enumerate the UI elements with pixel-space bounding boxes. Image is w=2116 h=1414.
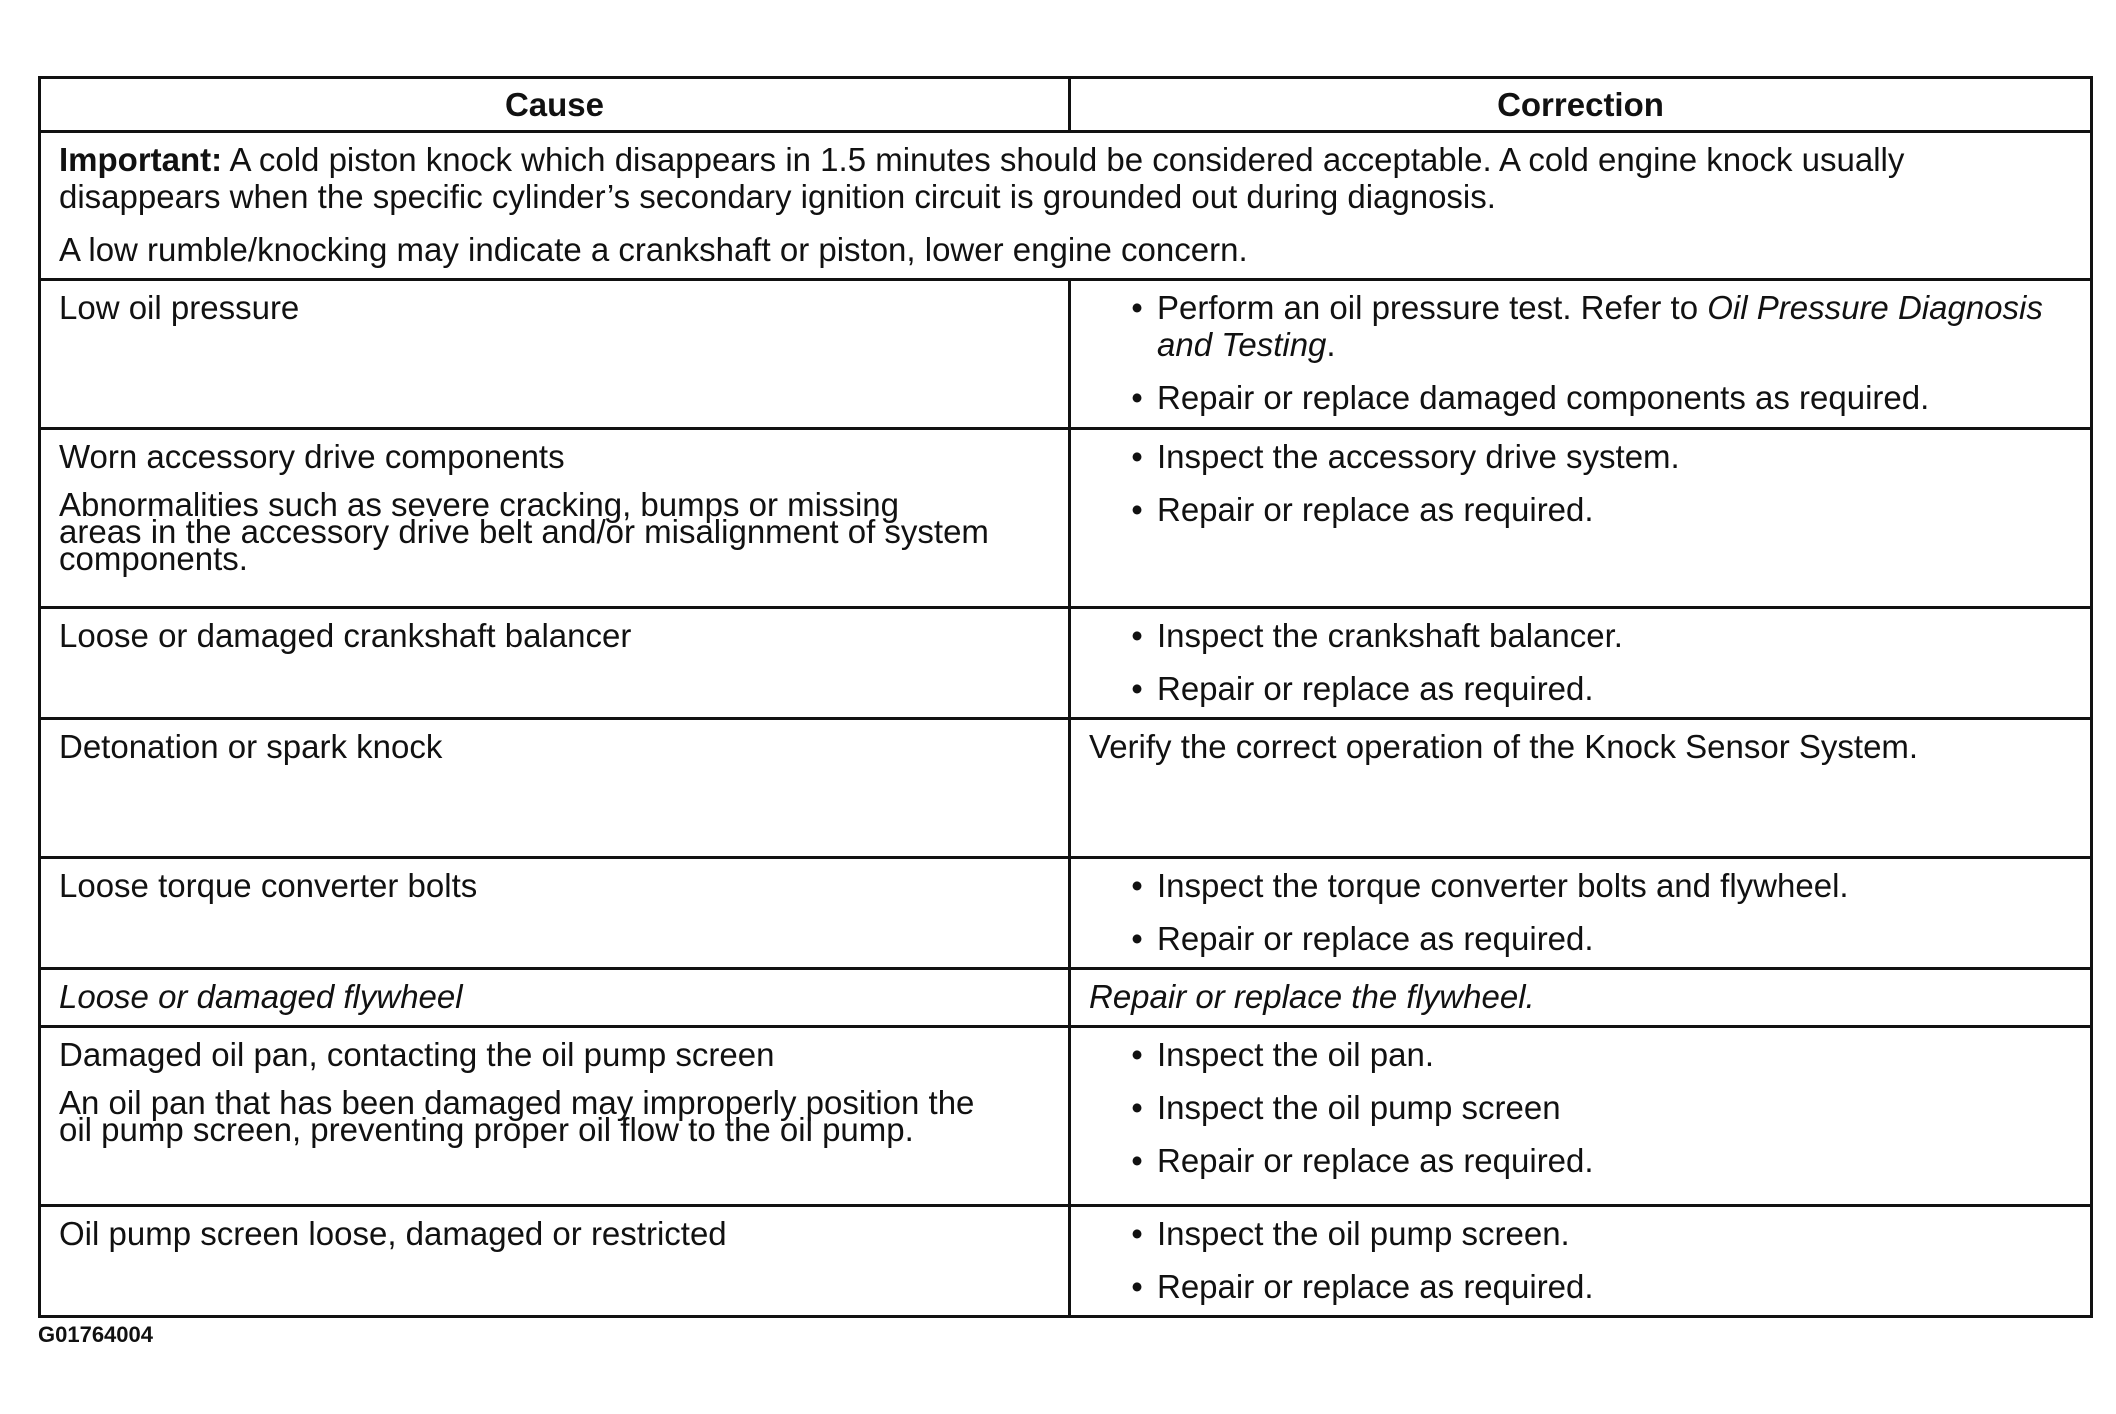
cause-cell xyxy=(40,608,1070,719)
cause-text: Worn accessory drive components xyxy=(59,438,565,475)
table-row xyxy=(40,280,2092,429)
table-row xyxy=(40,429,2092,608)
cause-cell xyxy=(40,858,1070,969)
correction-item xyxy=(1089,617,2072,654)
correction-text: Perform an oil pressure test. Refer to xyxy=(1157,289,1708,326)
bullet-icon: • xyxy=(1131,491,1143,528)
correction-text: Repair or replace as required. xyxy=(1157,670,1594,707)
cause-detail xyxy=(59,486,1050,577)
bullet-icon: • xyxy=(1131,379,1143,416)
header-row xyxy=(40,78,2092,132)
correction-text: Inspect the oil pan. xyxy=(1157,1036,1435,1073)
correction-text: Repair or replace as required. xyxy=(1157,920,1594,957)
correction-item xyxy=(1089,289,2072,363)
table-row xyxy=(40,969,2092,1027)
cause-text: Loose torque converter bolts xyxy=(59,867,478,904)
cause-text: Loose or damaged flywheel xyxy=(59,978,463,1015)
correction-item xyxy=(1089,1142,2072,1179)
correction-item xyxy=(1089,920,2072,957)
correction-cell xyxy=(1070,969,2092,1027)
correction-text: Repair or replace as required. xyxy=(1157,491,1594,528)
cause-text: Loose or damaged crankshaft balancer xyxy=(59,617,632,654)
correction-item xyxy=(1089,491,2072,528)
important-paragraph xyxy=(59,141,2072,215)
table-row xyxy=(40,1206,2092,1317)
correction-list xyxy=(1089,438,2072,528)
correction-header: Correction xyxy=(1070,78,2092,132)
correction-text: Repair or replace damaged components as required. xyxy=(1157,379,1930,416)
important-label: Important: xyxy=(59,141,223,178)
correction-item xyxy=(1089,867,2072,904)
correction-text: Repair or replace as required. xyxy=(1157,1142,1594,1179)
correction-item xyxy=(1089,379,2072,416)
important-cell xyxy=(40,132,2092,280)
reference-title: Oil Pressure Diagnosis and Testing xyxy=(1157,289,2043,363)
correction-list xyxy=(1089,289,2072,416)
table-row xyxy=(40,1027,2092,1206)
cause-detail xyxy=(59,1084,1050,1148)
correction-cell xyxy=(1070,858,2092,969)
correction-text: Repair or replace as required. xyxy=(1157,1268,1594,1305)
correction-cell xyxy=(1070,608,2092,719)
diagnosis-table xyxy=(38,76,2093,1318)
cause-detail-text: Abnormalities such as severe cracking, bumps or missing areas in the accessory drive belt and/or misalignment of system components. xyxy=(59,486,989,577)
important-row xyxy=(40,132,2092,280)
correction-text: Inspect the oil pump screen xyxy=(1157,1089,1561,1126)
correction-cell xyxy=(1070,719,2092,858)
cause-text: Damaged oil pan, contacting the oil pump screen xyxy=(59,1036,775,1073)
table-row xyxy=(40,858,2092,969)
correction-item xyxy=(1089,1036,2072,1073)
correction-cell xyxy=(1070,1206,2092,1317)
correction-text: Inspect the crankshaft balancer. xyxy=(1157,617,1623,654)
correction-text: Verify the correct operation of the Knock Sensor System. xyxy=(1089,728,1919,765)
correction-text: Inspect the torque converter bolts and flywheel. xyxy=(1157,867,1849,904)
bullet-icon: • xyxy=(1131,867,1143,904)
correction-list xyxy=(1089,1036,2072,1179)
bullet-icon: • xyxy=(1131,1215,1143,1252)
correction-item xyxy=(1089,1215,2072,1252)
correction-cell xyxy=(1070,1027,2092,1206)
correction-suffix: . xyxy=(1326,326,1336,363)
bullet-icon: • xyxy=(1131,438,1143,475)
table-row xyxy=(40,608,2092,719)
correction-text: Inspect the oil pump screen. xyxy=(1157,1215,1570,1252)
important-text: A cold piston knock which disappears in 1.5 minutes should be considered acceptable. A cold engine knock usually disappears when the specific cylinder’s secondary ignition circuit is grounded out during diagnosis. xyxy=(59,141,1905,215)
correction-text: Inspect the accessory drive system. xyxy=(1157,438,1680,475)
cause-cell xyxy=(40,1027,1070,1206)
cause-cell xyxy=(40,719,1070,858)
important-note: A low rumble/knocking may indicate a crankshaft or piston, lower engine concern. xyxy=(59,231,1248,268)
correction-item xyxy=(1089,1268,2072,1305)
correction-cell xyxy=(1070,280,2092,429)
cause-text: Oil pump screen loose, damaged or restricted xyxy=(59,1215,727,1252)
bullet-icon: • xyxy=(1131,670,1143,707)
bullet-icon: • xyxy=(1131,1036,1143,1073)
cause-text: Detonation or spark knock xyxy=(59,728,443,765)
cause-text: Low oil pressure xyxy=(59,289,300,326)
correction-item xyxy=(1089,670,2072,707)
cause-cell xyxy=(40,969,1070,1027)
bullet-icon: • xyxy=(1131,920,1143,957)
correction-list xyxy=(1089,867,2072,957)
cause-cell xyxy=(40,280,1070,429)
bullet-icon: • xyxy=(1131,289,1143,326)
bullet-icon: • xyxy=(1131,1268,1143,1305)
bullet-icon: • xyxy=(1131,1089,1143,1126)
bullet-icon: • xyxy=(1131,1142,1143,1179)
correction-list xyxy=(1089,617,2072,707)
correction-item xyxy=(1089,438,2072,475)
table-row xyxy=(40,719,2092,858)
correction-list xyxy=(1089,1215,2072,1305)
cause-cell xyxy=(40,429,1070,608)
cause-header: Cause xyxy=(40,78,1070,132)
figure-id: G01764004 xyxy=(38,1322,153,1347)
bullet-icon: • xyxy=(1131,617,1143,654)
correction-item xyxy=(1089,1089,2072,1126)
correction-text: Repair or replace the flywheel. xyxy=(1089,978,1535,1015)
cause-detail-text: An oil pan that has been damaged may improperly position the oil pump screen, preventing proper oil flow to the oil pump. xyxy=(59,1084,975,1148)
cause-cell xyxy=(40,1206,1070,1317)
correction-cell xyxy=(1070,429,2092,608)
